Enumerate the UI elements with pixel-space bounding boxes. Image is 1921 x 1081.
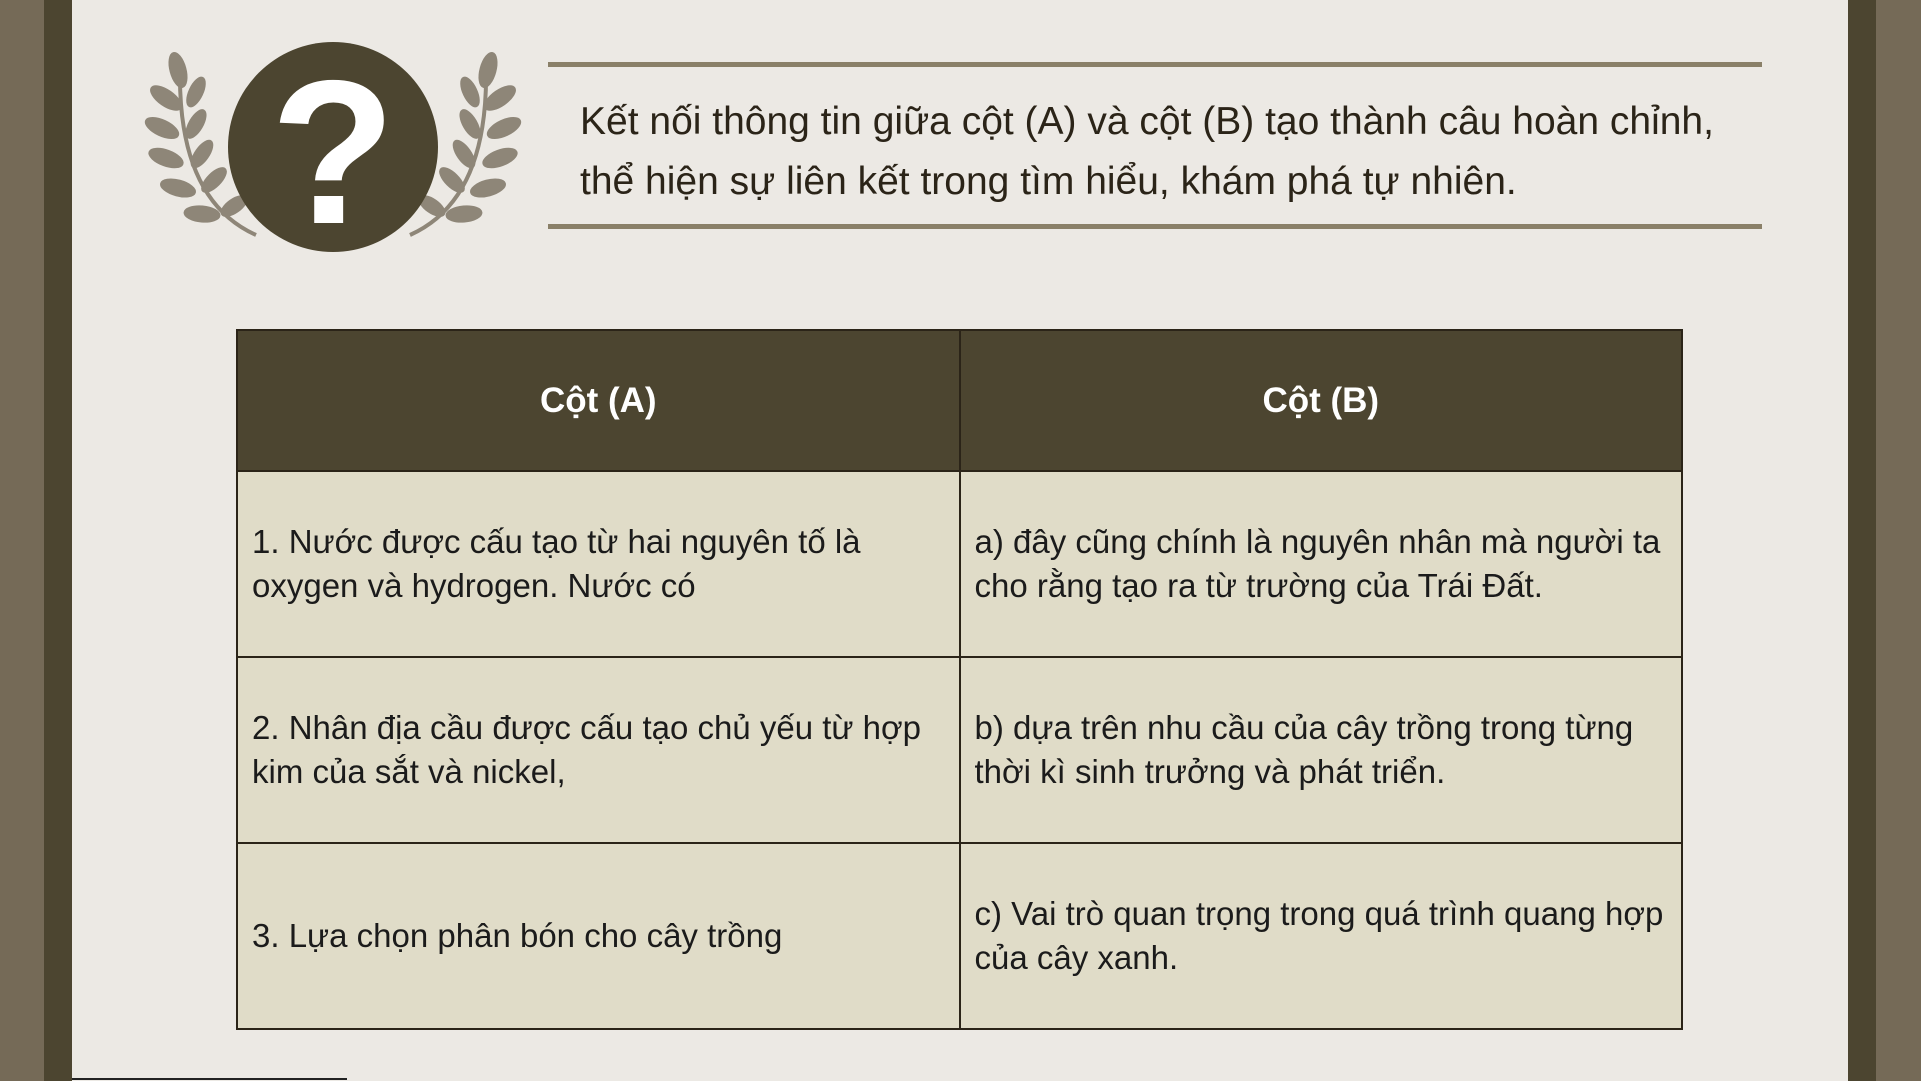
question-mark-icon	[138, 30, 528, 260]
column-b-cell: c) Vai trò quan trọng trong quá trình quang hợp của cây xanh.	[960, 843, 1683, 1029]
column-a-cell: 3. Lựa chọn phân bón cho cây trồng	[237, 843, 960, 1029]
table-header-row	[237, 330, 1682, 471]
matching-table	[236, 329, 1683, 1030]
frame-left-outer	[0, 0, 44, 1081]
frame-right-inner	[1848, 0, 1876, 1081]
column-b-cell: b) dựa trên nhu cầu của cây trồng trong từng thời kì sinh trưởng và phát triển.	[960, 657, 1683, 843]
svg-text:?: ?	[270, 38, 396, 260]
rule-top	[548, 62, 1762, 67]
column-b-header: Cột (B)	[960, 330, 1683, 471]
frame-left-inner	[44, 0, 72, 1081]
table-row	[237, 843, 1682, 1029]
column-a-header: Cột (A)	[237, 330, 960, 471]
table-row	[237, 471, 1682, 657]
column-a-cell: 1. Nước được cấu tạo từ hai nguyên tố là oxygen và hydrogen. Nước có	[237, 471, 960, 657]
column-b-cell: a) đây cũng chính là nguyên nhân mà người ta cho rằng tạo ra từ trường của Trái Đất.	[960, 471, 1683, 657]
frame-right-outer	[1876, 0, 1921, 1081]
column-a-cell: 2. Nhân địa cầu được cấu tạo chủ yếu từ hợp kim của sắt và nickel,	[237, 657, 960, 843]
bottom-edge-line	[72, 1078, 347, 1080]
rule-bottom	[548, 224, 1762, 229]
question-prompt: Kết nối thông tin giữa cột (A) và cột (B) tạo thành câu hoàn chỉnh, thể hiện sự liên kết trong tìm hiểu, khám phá tự nhiên.	[580, 100, 1714, 203]
table-row	[237, 657, 1682, 843]
